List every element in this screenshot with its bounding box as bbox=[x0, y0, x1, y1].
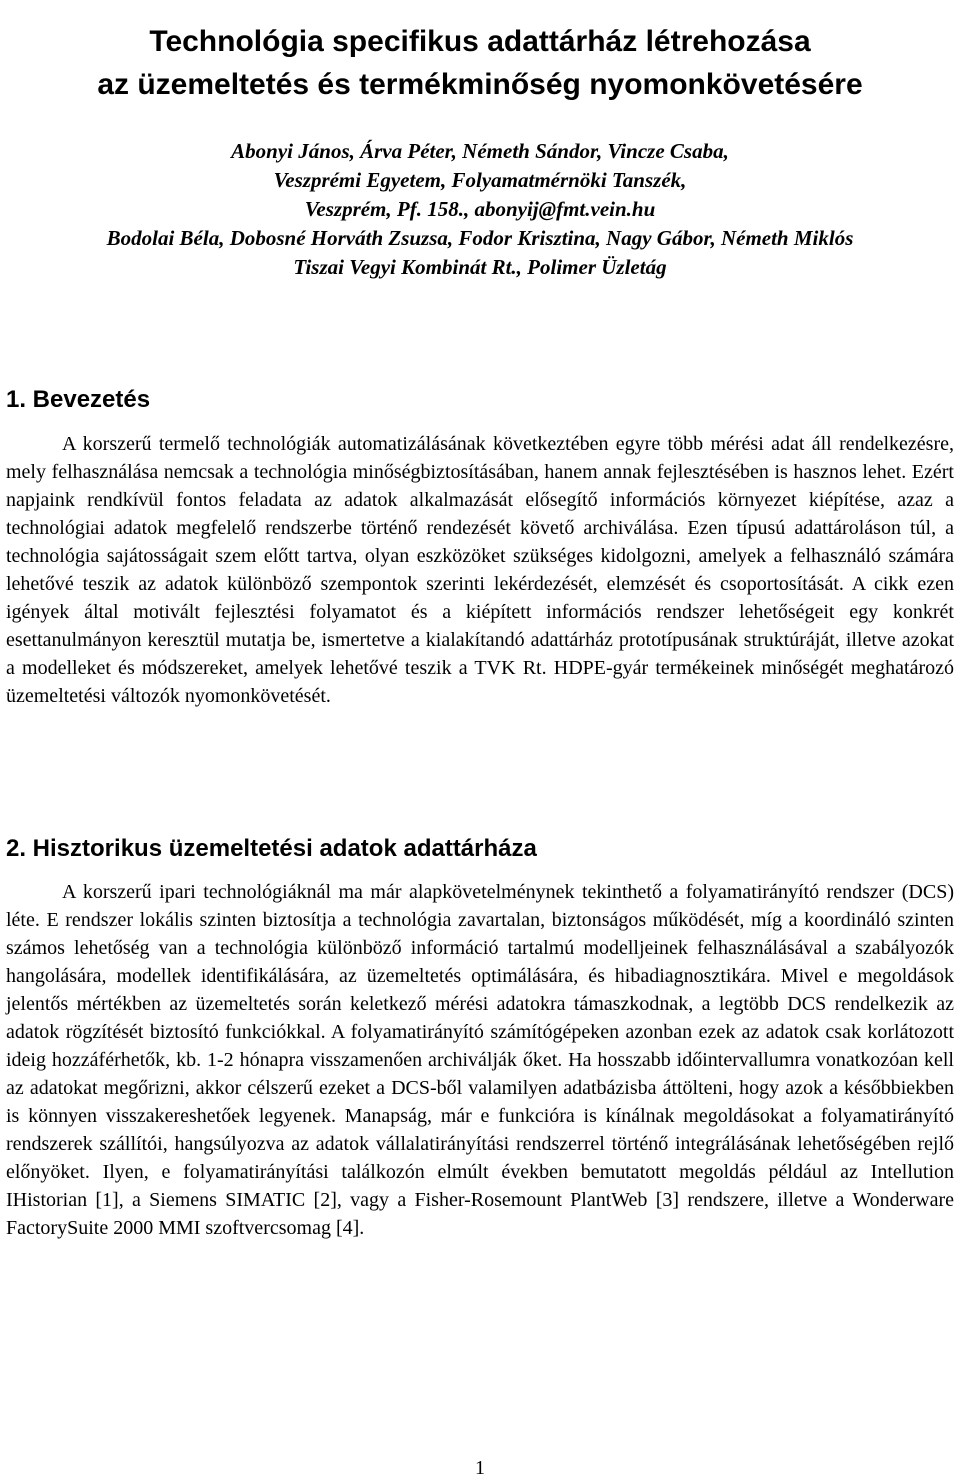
document-title bbox=[0, 20, 960, 106]
section-heading-historical-data: 2. Hisztorikus üzemeltetési adatok adattárháza bbox=[6, 835, 537, 862]
author-line-4: Bodolai Béla, Dobosné Horváth Zsuzsa, Fodor Krisztina, Nagy Gábor, Németh Miklós bbox=[106, 226, 854, 250]
author-line-1: Abonyi János, Árva Péter, Németh Sándor, Vincze Csaba, bbox=[231, 139, 729, 163]
author-line-5: Tiszai Vegyi Kombinát Rt., Polimer Üzletág bbox=[293, 255, 667, 279]
title-line-2: az üzemeltetés és termékminőség nyomonkövetésére bbox=[97, 68, 863, 102]
author-line-3: Veszprém, Pf. 158., abonyij@fmt.vein.hu bbox=[304, 197, 656, 221]
author-line-2: Veszprémi Egyetem, Folyamatmérnöki Tanszék, bbox=[273, 168, 687, 192]
section-paragraph-historical-data: A korszerű ipari technológiáknál ma már alapkövetelménynek tekinthető a folyamatirányító rendszer (DCS) léte. E rendszer lokális szinten biztosítja a technológia zavartalan, biztonságos működését, míg a koordináló szinten számos lehetőség van a technológia különböző információ tartalmú modelljeinek felhasználásával a szabályozók hangolására, modellek identifikálására, az üzemeltetés optimálására, és hibadiagnosztikára. Mivel e megoldások jelentős mértékben az üzemeltetés során keletkező mérési adatokra támaszkodnak, a legtöbb DCS rendelkezik az adatok rögzítését biztosító funkciókkal. A folyamatirányító számítógépeken azonban ezek az adatok csak korlátozott ideig hozzáférhetők, kb. 1-2 hónapra visszamenően archiválják őket. Ha hosszabb időintervallumra vonatkozóan kell az adatokat megőrizni, akkor célszerű ezeket a DCS-ből valamilyen adatbázisba áttölteni, hogy azok a későbbiekben is könnyen visszakereshetőek legyenek. Manapság, már e funkcióra is kínálnak megoldásokat a folyamatirányító rendszerek szállítói, hangsúlyozva az adatok vállalatirányítási rendszerrel történő integrálásának lehetőségében rejlő előnyöket. Ilyen, e folyamatirányítási találkozón elmúlt években bemutatott megoldás például az Intellution IHistorian [1], a Siemens SIMATIC [2], vagy a Fisher-Rosemount PlantWeb [3] rendszere, illetve a Wonderware FactorySuite 2000 MMI szoftvercsomag [4]. bbox=[6, 881, 954, 1239]
author-block bbox=[0, 137, 960, 282]
title-line-1: Technológia specifikus adattárház létrehozása bbox=[149, 25, 811, 59]
section-paragraph-introduction: A korszerű termelő technológiák automatizálásának következtében egyre több mérési adat áll rendelkezésre, mely felhasználása nemcsak a technológia minőségbiztosításában, hanem annak fejlesztésében is hasznos lehet. Ezért napjaink rendkívül fontos feladata az adatok alkalmazását elősegítő információs környezet kiépítése, azaz a technológiai adatok megfelelő rendszerbe történő rendezését követő archiválása. Ezen típusú adattároláson túl, a technológia sajátosságait szem előtt tartva, olyan eszközöket szükséges kidolgozni, amelyek a felhasználó számára lehetővé teszik az adatok különböző szempontok szerinti lekérdezését, elemzését és csoportosítását. A cikk ezen igények által motivált fejlesztési folyamatot és a kiépített információs rendszer lehetőségeit egy konkrét esettanulmányon keresztül mutatja be, ismertetve a kialakítandó adattárház prototípusának struktúráját, illetve azokat a modelleket és módszereket, amelyek lehetővé teszik a TVK Rt. HDPE-gyár termékeinek minőségét meghatározó üzemeltetési változók nyomonkövetését. bbox=[6, 433, 954, 707]
page-number: 1 bbox=[475, 1457, 485, 1479]
section-heading-introduction: 1. Bevezetés bbox=[6, 386, 151, 413]
